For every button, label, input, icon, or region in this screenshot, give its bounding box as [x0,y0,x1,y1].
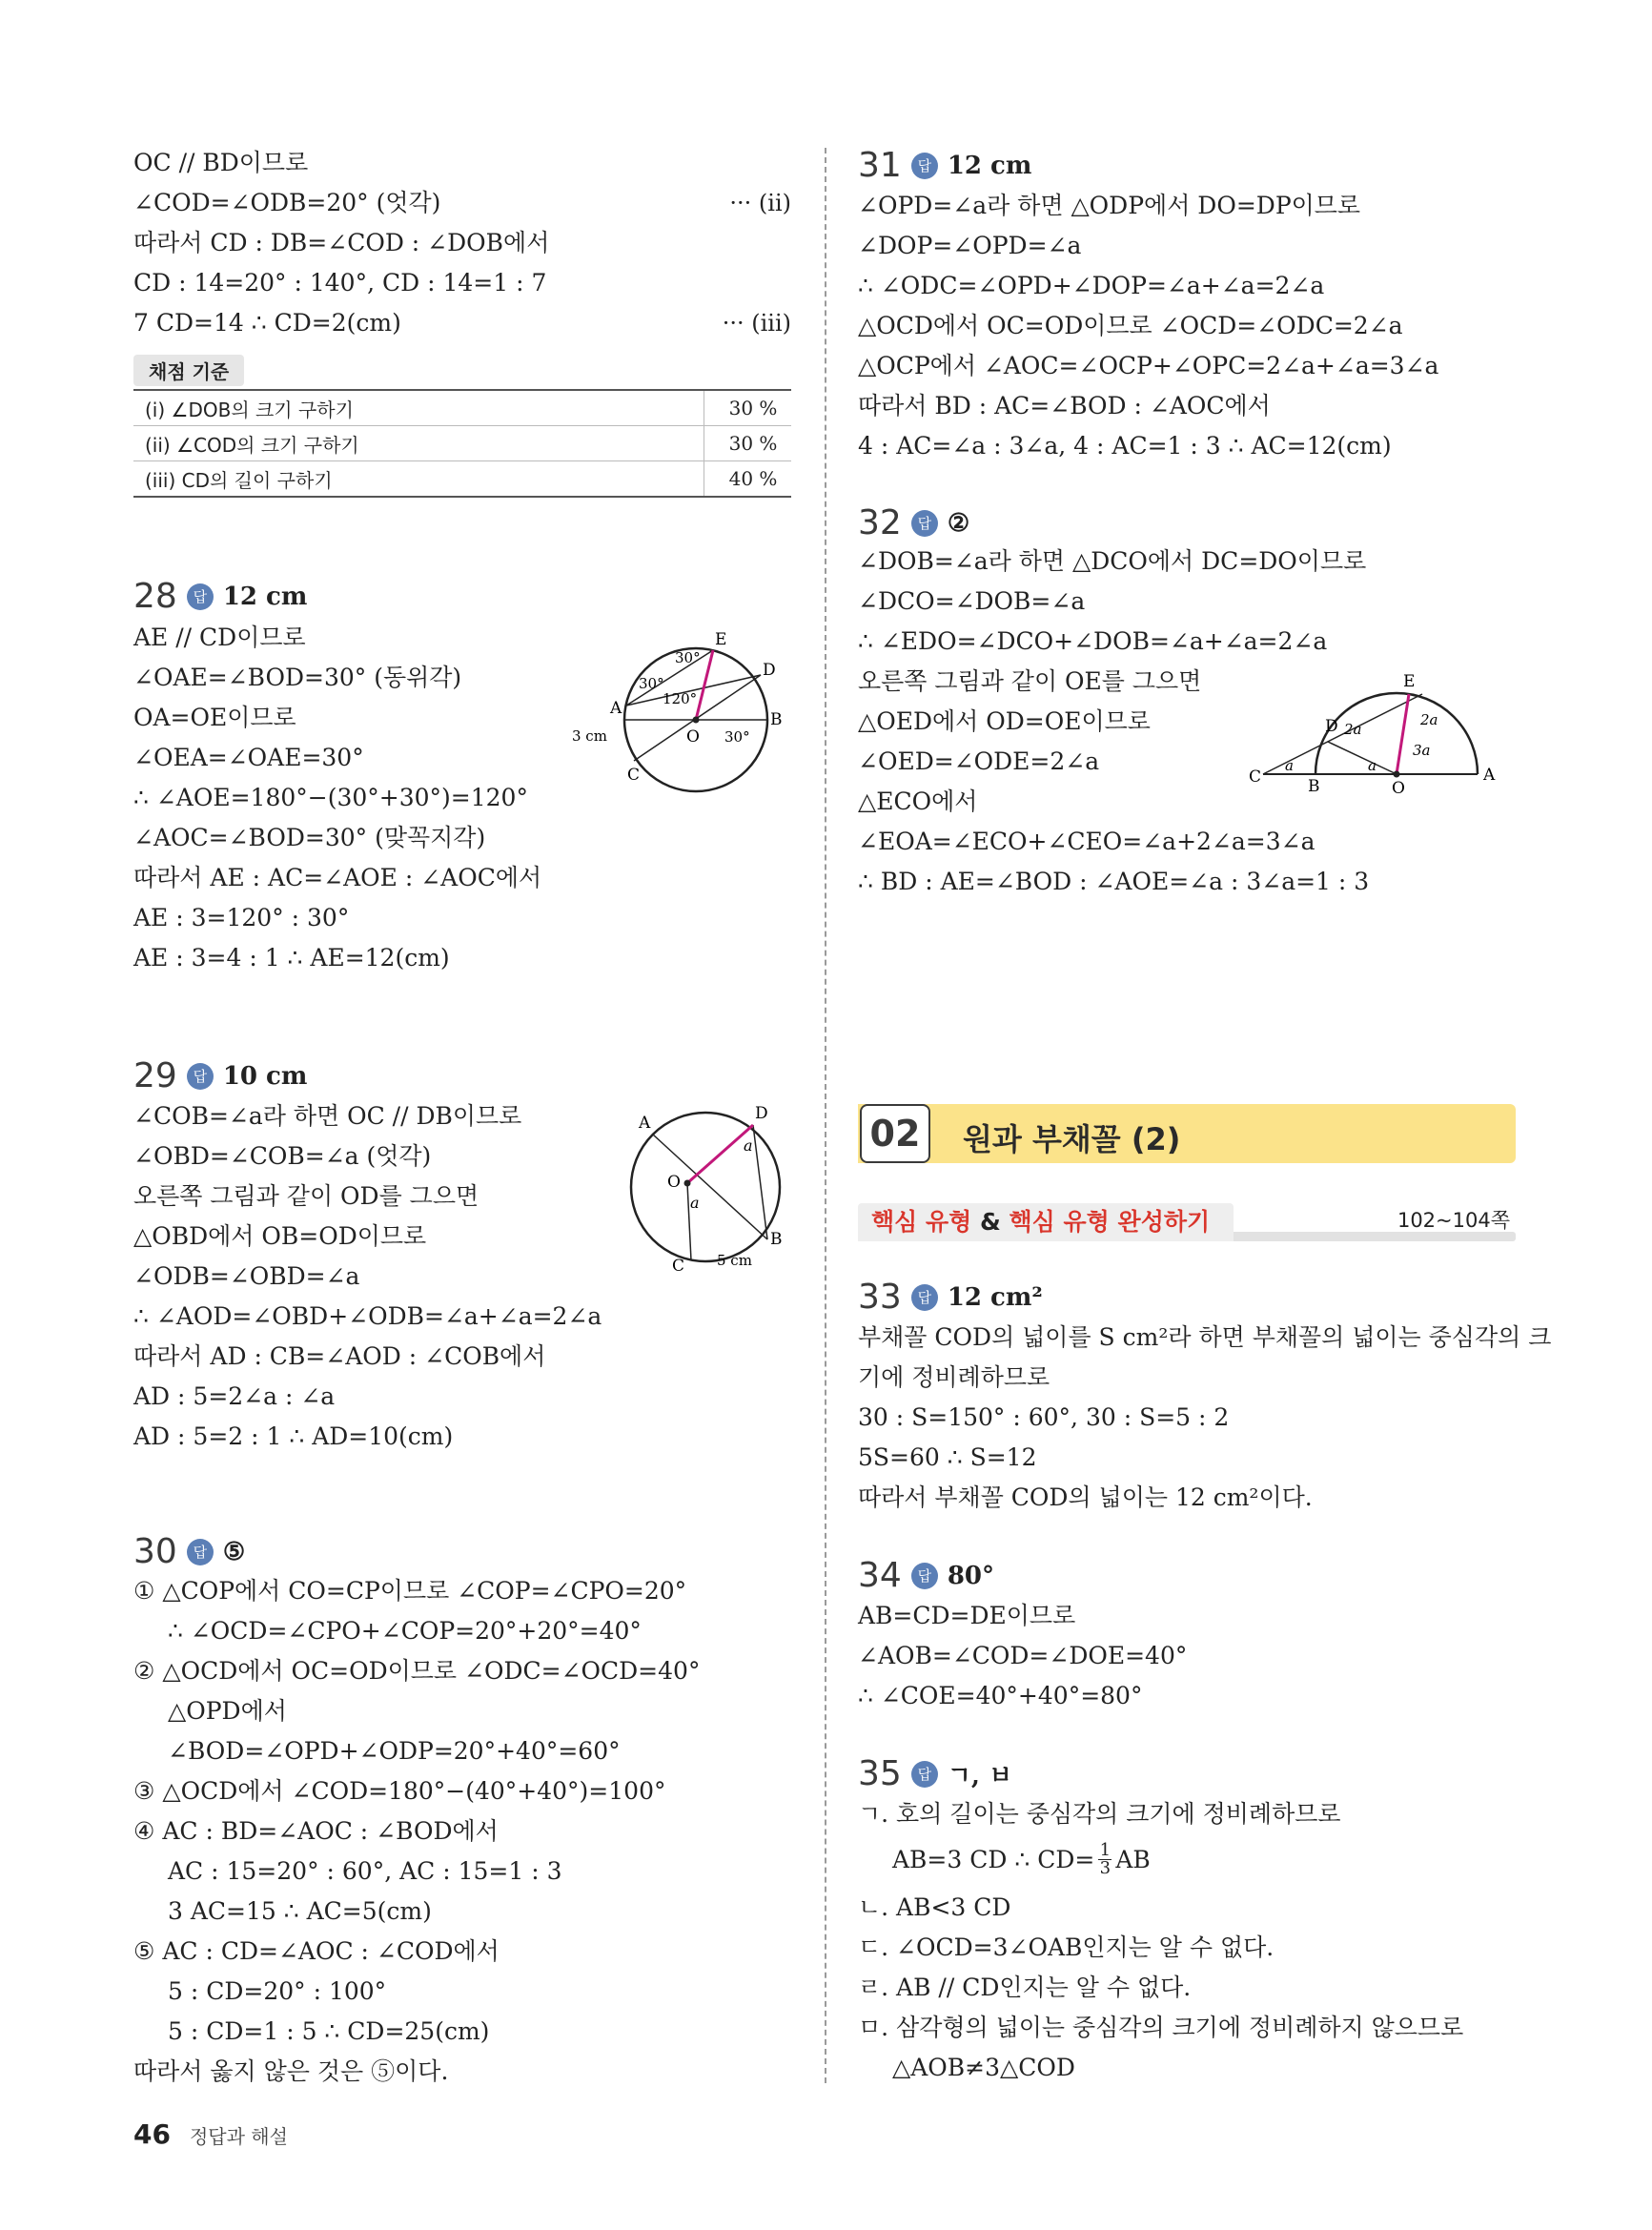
q30-line-7: ④ AC : BD=∠AOC : ∠BOD에서 [133,1817,499,1845]
q31-line-2: ∠DOP=∠OPD=∠a [858,232,1082,259]
q29-line-9: AD : 5=2 : 1 ∴ AD=10(cm) [133,1422,454,1450]
column-divider [825,148,826,2083]
question-number: 29 [133,1056,177,1095]
q28-line-1: AE // CD이므로 [133,624,306,651]
answer-value: ⑤ [222,1537,246,1566]
q32-line-3: ∴ ∠EDO=∠DCO+∠DOB=∠a+∠a=2∠a [858,627,1328,655]
grading-row: (i) ∠DOB의 크기 구하기 30 % [133,390,791,426]
angle-label: 30° [639,675,664,692]
angle-label: 2a [1344,721,1362,738]
q33-line-5: 따라서 부채꼴 COD의 넓이는 12 cm²이다. [858,1483,1313,1511]
q31-line-7: 4 : AC=∠a : 3∠a, 4 : AC=1 : 3 ∴ AC=12(cm) [858,432,1392,460]
q27-tag-ii: ··· (ii) [729,190,791,216]
point-label: C [672,1257,685,1276]
q34-header [858,1556,994,1595]
q27-line-2: ∠COD=∠ODB=20° (엇각) ··· (ii) [133,187,791,219]
q32-line-1: ∠DOB=∠a라 하면 △DCO에서 DC=DO이므로 [858,547,1367,575]
q30-line-3: ② △OCD에서 OC=OD이므로 ∠ODC=∠OCD=40° [133,1657,701,1685]
angle-label: 30° [724,728,750,746]
answer-value: 12 cm [222,582,308,611]
q31-line-1: ∠OPD=∠a라 하면 △ODP에서 DO=DP이므로 [858,192,1361,219]
q30-line-6: ③ △OCD에서 ∠COD=180°−(40°+40°)=100° [133,1777,666,1805]
q27-tag-iii: ··· (iii) [722,310,791,337]
q30-line-9: 3 AC=15 ∴ AC=5(cm) [168,1897,432,1925]
sub-header-tab: 핵심 유형 & 핵심 유형 완성하기 [858,1203,1234,1241]
q33-line-3: 30 : S=150° : 60°, 30 : S=5 : 2 [858,1403,1230,1431]
q28-line-6: ∠AOC=∠BOD=30° (맞꼭지각) [133,824,486,851]
angle-label: 30° [675,649,701,666]
q28-figure [572,629,791,801]
length-label: 3 cm [572,727,607,745]
footer-text: 정답과 해설 [189,2125,288,2148]
answer-badge: 답 [187,1063,214,1090]
answer-badge: 답 [911,1284,938,1311]
angle-label: 3a [1413,742,1431,759]
answer-badge: 답 [911,153,938,179]
q31-line-4: △OCD에서 OC=OD이므로 ∠OCD=∠ODC=2∠a [858,312,1403,339]
q32-figure [1249,667,1516,801]
angle-label: 120° [663,690,698,707]
q35-line-1: ㄱ. 호의 길이는 중심각의 크기에 정비례하므로 [858,1800,1341,1828]
q27-line-4: CD : 14=20° : 140°, CD : 14=1 : 7 [133,269,547,297]
angle-label: 2a [1420,711,1438,728]
page-number: 46 [133,2118,171,2150]
q29-line-5: ∠ODB=∠OBD=∠a [133,1262,360,1290]
answer-badge: 답 [187,1539,214,1565]
angle-label: a [1368,757,1377,774]
q27-line-1: OC // BD이므로 [133,149,309,176]
fraction: 1 3 [1099,1840,1112,1878]
answer-value: 80° [947,1561,994,1590]
point-label: O [1392,779,1405,798]
q31-line-3: ∴ ∠ODC=∠OPD+∠DOP=∠a+∠a=2∠a [858,272,1325,299]
point-label: A [639,1114,651,1133]
q29-line-6: ∴ ∠AOD=∠OBD+∠ODB=∠a+∠a=2∠a [133,1302,602,1330]
q27-line-3: 따라서 CD : DB=∠COD : ∠DOB에서 [133,229,550,256]
question-number: 31 [858,146,902,185]
q34-line-3: ∴ ∠COE=40°+40°=80° [858,1682,1143,1709]
question-number: 33 [858,1278,902,1317]
point-label: B [770,1230,783,1249]
length-label: 5 cm [717,1252,752,1269]
q28-line-2: ∠OAE=∠BOD=30° (동위각) [133,664,462,691]
grading-title: 채점 기준 [133,355,244,386]
q29-line-8: AD : 5=2∠a : ∠a [133,1382,336,1410]
q33-header [858,1278,1043,1317]
q30-line-8: AC : 15=20° : 60°, AC : 15=1 : 3 [168,1857,562,1885]
point-label: A [1483,766,1496,785]
q35-line-7: △AOB≠3△COD [892,2054,1075,2081]
q27-line-5: 7 CD=14 ∴ CD=2(cm) ··· (iii) [133,307,791,339]
q32-line-9: ∴ BD : AE=∠BOD : ∠AOE=∠a : 3∠a=1 : 3 [858,868,1370,895]
angle-label: a [744,1136,753,1155]
page-footer [133,2118,288,2150]
angle-label: a [1285,757,1294,774]
point-label: B [1308,777,1320,796]
q32-line-7: △ECO에서 [858,788,978,815]
q34-line-2: ∠AOB=∠COD=∠DOE=40° [858,1642,1188,1669]
point-label: O [667,1173,681,1192]
q28-line-5: ∴ ∠AOE=180°−(30°+30°)=120° [133,784,528,811]
grading-row: (iii) CD의 길이 구하기 40 % [133,461,791,498]
question-number: 35 [858,1754,902,1793]
question-number: 34 [858,1556,902,1595]
q30-line-12: 5 : CD=1 : 5 ∴ CD=25(cm) [168,2017,490,2045]
q28-line-7: 따라서 AE : AC=∠AOE : ∠AOC에서 [133,864,542,891]
sub-header [858,1203,1516,1245]
q35-line-4: ㄷ. ∠OCD=3∠OAB인지는 알 수 없다. [858,1933,1275,1961]
q32-line-5: △OED에서 OD=OE이므로 [858,707,1151,735]
q30-line-2: ∴ ∠OCD=∠CPO+∠COP=20°+20°=40° [168,1617,642,1645]
q29-line-4: △OBD에서 OB=OD이므로 [133,1222,427,1250]
q30-header [133,1532,245,1571]
angle-label: a [690,1194,700,1212]
answer-value: 10 cm [222,1061,308,1091]
q32-line-2: ∠DCO=∠DOB=∠a [858,587,1086,615]
section-title: 원과 부채꼴 (2) [963,1121,1181,1157]
q28-line-4: ∠OEA=∠OAE=30° [133,744,364,771]
q28-line-9: AE : 3=4 : 1 ∴ AE=12(cm) [133,944,450,972]
grading-table [133,389,791,498]
answer-badge: 답 [911,1563,938,1589]
answer-badge: 답 [187,583,214,610]
q33-line-4: 5S=60 ∴ S=12 [858,1443,1037,1471]
answer-badge: 답 [911,1761,938,1788]
answer-badge: 답 [911,510,938,537]
question-number: 28 [133,577,177,616]
q33-line-2: 기에 정비례하므로 [858,1363,1050,1391]
q28-line-8: AE : 3=120° : 30° [133,904,350,931]
q31-line-6: 따라서 BD : AC=∠BOD : ∠AOC에서 [858,392,1271,419]
point-label: E [1403,672,1416,691]
q32-line-8: ∠EOA=∠ECO+∠CEO=∠a+2∠a=3∠a [858,828,1315,855]
q33-line-1: 부채꼴 COD의 넓이를 S cm²라 하면 부채꼴의 넓이는 중심각의 크 [858,1323,1552,1351]
q30-line-1: ① △COP에서 CO=CP이므로 ∠COP=∠CPO=20° [133,1577,687,1605]
page-range: 102~104쪽 [1397,1209,1510,1232]
point-label: C [1249,767,1262,787]
question-number: 30 [133,1532,177,1571]
q29-line-3: 오른쪽 그림과 같이 OD를 그으면 [133,1182,479,1210]
question-number: 32 [858,503,902,542]
section-banner [858,1104,1516,1163]
point-label: D [763,661,776,680]
point-label: O [686,727,700,747]
q29-header [133,1056,307,1095]
q32-line-4: 오른쪽 그림과 같이 OE를 그으면 [858,667,1202,695]
q30-line-13: 따라서 옳지 않은 것은 ⑤이다. [133,2057,449,2085]
q35-line-2: AB=3 CD ∴ CD= 1 3 AB [892,1840,1151,1878]
point-label: B [770,710,783,729]
q29-line-1: ∠COB=∠a라 하면 OC // DB이므로 [133,1102,522,1130]
q35-header [858,1754,1012,1793]
q30-line-10: ⑤ AC : CD=∠AOC : ∠COD에서 [133,1937,500,1965]
answer-value: 12 cm [947,151,1032,180]
q29-line-7: 따라서 AD : CB=∠AOD : ∠COB에서 [133,1342,546,1370]
q35-line-5: ㄹ. AB // CD인지는 알 수 없다. [858,1974,1192,2001]
q31-header [858,146,1031,185]
q32-line-6: ∠OED=∠ODE=2∠a [858,747,1100,775]
q34-line-1: AB=CD=DE이므로 [858,1602,1076,1629]
answer-value: ② [947,508,970,538]
q28-header [133,577,307,616]
point-label: A [610,699,622,718]
grading-row: (ii) ∠COD의 크기 구하기 30 % [133,426,791,461]
answer-value: ㄱ, ㅂ [947,1762,1013,1790]
q32-header [858,503,969,542]
q31-line-5: △OCP에서 ∠AOC=∠OCP+∠OPC=2∠a+∠a=3∠a [858,352,1439,379]
section-number: 02 [860,1104,930,1163]
q35-line-6: ㅁ. 삼각형의 넓이는 중심각의 크기에 정비례하지 않으므로 [858,2014,1464,2041]
q35-line-3: ㄴ. AB<3 CD [858,1893,1011,1921]
q30-line-5: ∠BOD=∠OPD+∠ODP=20°+40°=60° [168,1737,621,1765]
q29-figure [629,1101,791,1278]
q29-line-2: ∠OBD=∠COB=∠a (엇각) [133,1142,432,1170]
q28-line-3: OA=OE이므로 [133,704,296,731]
point-label: C [627,766,641,785]
point-label: D [755,1104,768,1123]
point-label: D [1325,717,1338,736]
point-label: E [715,630,727,649]
q30-line-4: △OPD에서 [168,1697,287,1725]
answer-value: 12 cm² [947,1282,1043,1312]
q30-line-11: 5 : CD=20° : 100° [168,1977,387,2005]
